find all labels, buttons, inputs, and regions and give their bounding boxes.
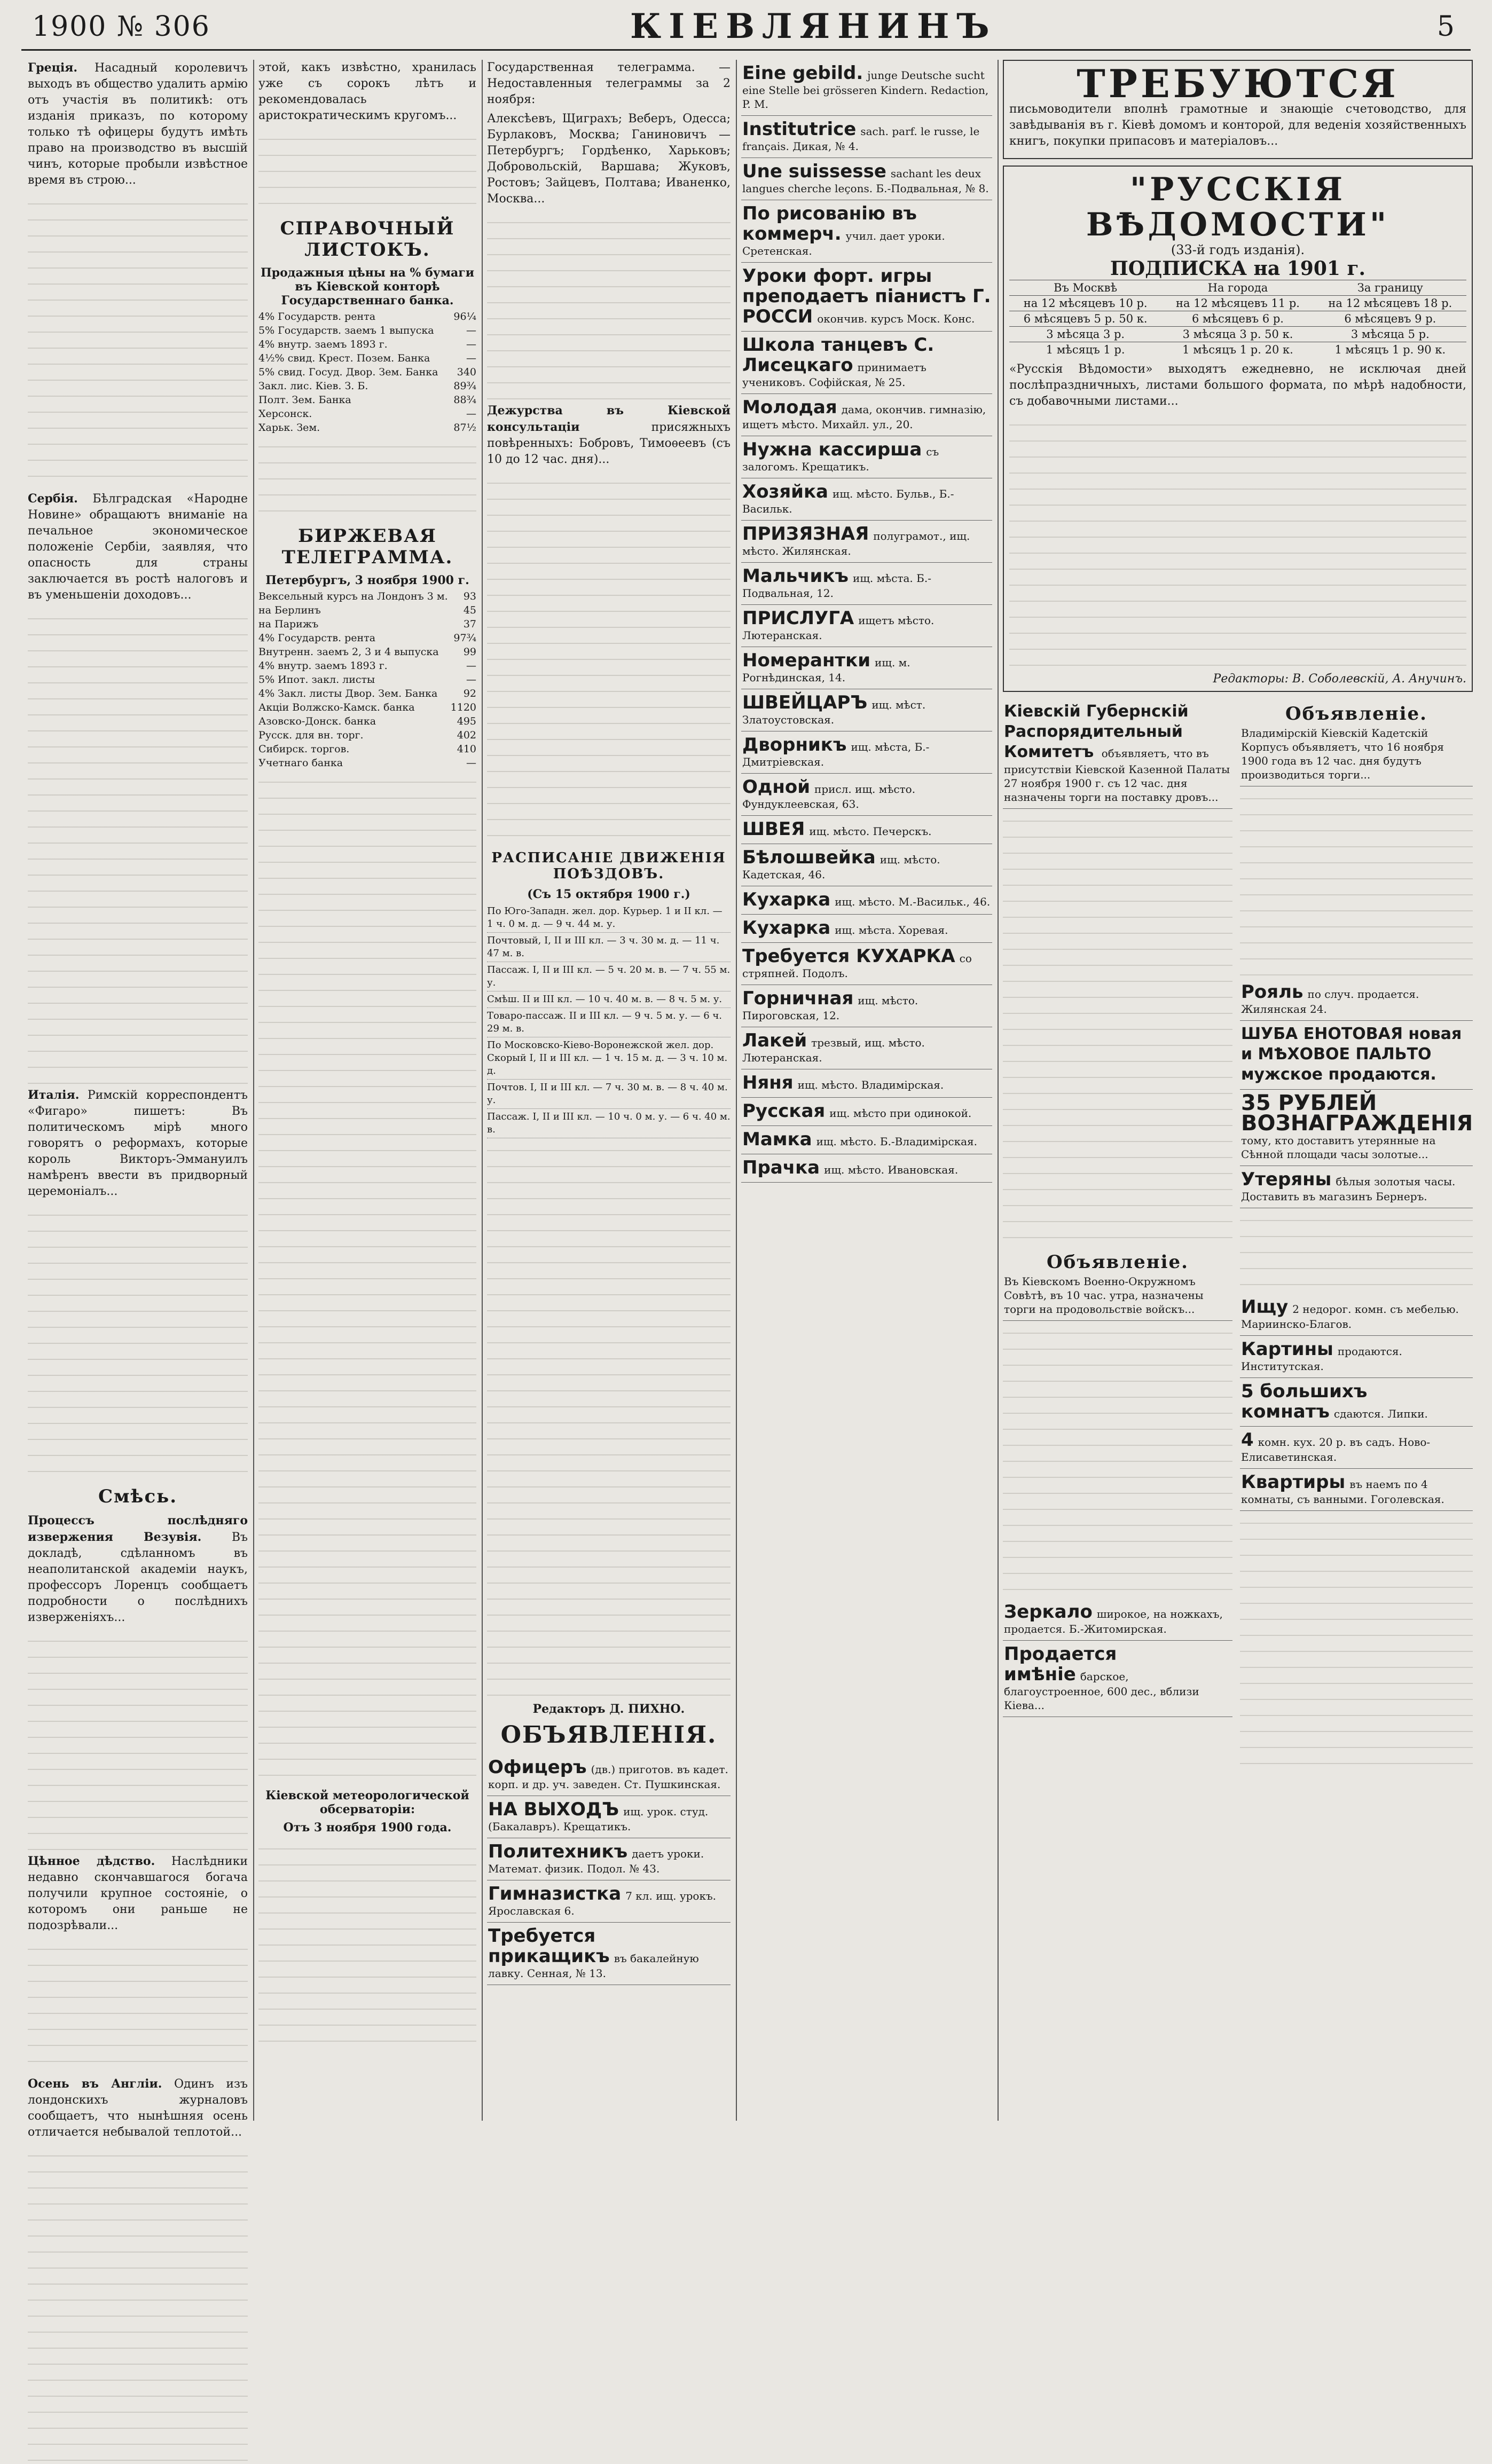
smes-item: Процессъ послѣдняго извержения Везувія. Въ докладѣ, сдѣланномъ въ неаполитанской академіи наукъ, профессоръ Лоренцъ сообщаетъ подробности о послѣднихъ изверженіяхъ... <box>28 1514 248 1624</box>
ad-item: Номерантки ищ. м. Рогнѣдинская, 14. <box>741 647 992 689</box>
ad-item: Картины продаются. Институтская. <box>1240 1336 1473 1378</box>
text-body <box>28 1629 248 1853</box>
table-row: Русск. для вн. торг. 402 <box>258 729 476 741</box>
ad-item: Требуется прикащикъ въ бакалейную лавку. Сенная, № 13. <box>487 1923 731 1985</box>
table-row: на Берлинъ 45 <box>258 604 476 616</box>
text-body <box>28 2144 248 2464</box>
column-3 <box>487 60 731 2121</box>
ads-title: ОБЪЯВЛЕНІЯ. <box>500 1721 717 1749</box>
ad-item: Дворникъ ищ. мѣста, Б.-Дмитріевская. <box>741 731 992 774</box>
ad-item: НА ВЫХОДЪ ищ. урок. студ. (Бакалавръ). Крещатикъ. <box>487 1796 731 1838</box>
train-row: Почтовый, I, II и III кл. — 3 ч. 30 м. д. — 11 ч. 47 м. в. <box>487 933 731 962</box>
text-body <box>258 435 476 520</box>
smes-item: Цѣнное дѣдство. Наслѣдники недавно скончавшагося богача получили крупное состояніе, о которомъ они раньше не подозрѣвали... <box>28 1854 248 1932</box>
ad-item: Квартиры въ наемъ по 4 комнаты, съ ванными. Гоголевская. <box>1240 1469 1473 1511</box>
train-row: Пассаж. I, II и III кл. — 5 ч. 20 м. в. — 7 ч. 55 м. у. <box>487 962 731 991</box>
article-serbia: Сербія. Бѣлградская «Народне Новине» обращаютъ вниманіе на печальное экономическое положеніе Сербіи, заявляя, что опасность для страны заключается въ ростѣ налоговъ и въ уменьшеніи доходовъ... <box>28 492 248 602</box>
train-row: Почтов. I, II и III кл. — 7 ч. 30 м. в. — 8 ч. 40 м. у. <box>487 1080 731 1109</box>
ad-item: Кухарка ищ. мѣсто. М.-Васильк., 46. <box>741 886 992 915</box>
ad-item: Няня ищ. мѣсто. Владимірская. <box>741 1069 992 1098</box>
issue-number: 1900 № 306 <box>32 11 210 43</box>
ad-item: ШВЕЯ ищ. мѣсто. Печерскъ. <box>741 816 992 844</box>
telegram-body: Алексѣевъ, Щиграхъ; Веберъ, Одесса; Бурлаковъ, Москва; Ганиновичъ — Петербургъ; Гордѣенко, Харьковъ; Добровольскій, Варшава; Жуковъ, Ростовъ; Зайцевъ, Полтава; Иваненко, Москва... <box>487 112 731 206</box>
train-row: Пассаж. I, II и III кл. — 10 ч. 0 м. у. — 6 ч. 40 м. в. <box>487 1109 731 1138</box>
table-row: 5% свид. Госуд. Двор. Зем. Банка 340 <box>258 366 476 378</box>
ad-item: Прачка ищ. мѣсто. Ивановская. <box>741 1154 992 1183</box>
ad-item: Хозяйка ищ. мѣсто. Бульв., Б.-Васильк. <box>741 478 992 521</box>
text-body <box>28 607 248 1087</box>
column-rule <box>998 60 999 2121</box>
military-council-ad: Объявленіе. Въ Кіевскомъ Военно-Окружномъ Совѣтѣ, въ 10 час. утра, назначены торги на продовольствіе войскъ... <box>1003 1247 1232 1321</box>
ad-item: Eine gebild. junge Deutsche sucht eine Stelle bei grösseren Kindern. Redaction, P. M. <box>741 60 992 116</box>
table-row: Азовско-Донск. банка 495 <box>258 715 476 727</box>
subscription-table: Въ Москвѣ На города За границу на 12 мѣсяцевъ 10 р. на 12 мѣсяцевъ 11 р. на 12 мѣсяцевъ 18 р. 6 мѣсяцевъ 5 р. 50 к. 6 мѣсяцевъ 6 р. 6 мѣсяцевъ 9 р. 3 мѣсяца 3 р. 3 мѣсяца 3 р. 50 к. 3 мѣсяца 5 р. 1 мѣсяцъ 1 р. 1 мѣсяцъ 1 р. 20 к. 1 мѣсяцъ 1 р. 90 к. <box>1009 280 1466 357</box>
table-row: на 12 мѣсяцевъ 10 р. на 12 мѣсяцевъ 11 р. на 12 мѣсяцевъ 18 р. <box>1009 296 1466 311</box>
table-row: Акціи Волжско-Камск. банка 1120 <box>258 702 476 713</box>
meteo-title: Кіевской метеорологической обсерваторіи: <box>265 1789 469 1816</box>
ad-item: Ищу 2 недорог. комн. съ мебелью. Мариинско-Благов. <box>1240 1294 1473 1336</box>
securities-table <box>258 310 476 435</box>
ad-item: Русская ищ. мѣсто при одинокой. <box>741 1098 992 1126</box>
ad-item: Требуется КУХАРКА со стряпней. Подолъ. <box>741 943 992 985</box>
ad-item: Политехникъ даетъ уроки. Математ. физик. Подол. № 43. <box>487 1838 731 1880</box>
text-body <box>1240 1208 1473 1294</box>
column-rule <box>253 60 254 2121</box>
ad-item: Зеркало широкое, на ножкахъ, продается. Б.-Житомирская. <box>1003 1599 1232 1641</box>
consultation-notice: Дежурства въ Кіевской консультаціи присяжныхъ повѣренныхъ: Бобровъ, Тимоѳеевъ (съ 10 до 12 час. дня)... <box>487 404 731 466</box>
train-row: Товаро-пассаж. II и III кл. — 9 ч. 5 м. у. — 6 ч. 29 м. в. <box>487 1008 731 1037</box>
table-row: Вексельный курсъ на Лондонъ 3 м. 93 <box>258 591 476 602</box>
ad-item: Кухарка ищ. мѣста. Хоревая. <box>741 915 992 943</box>
train-row: Смѣш. II и III кл. — 10 ч. 40 м. в. — 8 ч. 5 м. у. <box>487 991 731 1008</box>
smes-item: Осень въ Англіи. Одинъ изъ лондонскихъ журналовъ сообщаетъ, что нынѣшняя осень отличается небывалой теплотой... <box>28 2077 248 2139</box>
header-rule <box>21 49 1471 51</box>
column-2 <box>258 60 476 2121</box>
lower-left-ads <box>1003 698 1232 1778</box>
table-row: 5% Государств. заемъ 1 выпуска — <box>258 325 476 336</box>
table-row: Закл. лис. Кіев. З. Б. 89¾ <box>258 380 476 392</box>
text-body <box>28 1203 248 1481</box>
section-title-smes: Смѣсь. <box>98 1486 178 1507</box>
telegram-intro: Государственная телеграмма. — Недоставленныя телеграммы за 2 ноября: <box>487 61 731 106</box>
ad-item: Утеряны бѣлыя золотыя часы. Доставить въ магазинъ Бернеръ. <box>1240 1166 1473 1208</box>
exchange-subtitle: Петербургъ, 3 ноября 1900 г. <box>265 573 469 587</box>
column-rule <box>482 60 483 2121</box>
text-body <box>1003 1321 1232 1599</box>
table-row: Херсонск. — <box>258 408 476 420</box>
ad-item: Рояль по случ. продается. Жилянская 24. <box>1240 979 1473 1021</box>
ad-item: Офицеръ (дв.) приготов. въ кадет. корп. и др. уч. заведен. Ст. Пушкинская. <box>487 1754 731 1796</box>
article-italy: Италія. Римскій корреспондентъ «Фигаро» пишетъ: Въ политическомъ мірѣ много говорятъ о реформахъ, которые король Викторъ-Эммануилъ намѣренъ ввести въ придворный церемоніалъ... <box>28 1088 248 1198</box>
table-row: 4% внутр. заемъ 1893 г. — <box>258 338 476 350</box>
masthead-title: КІЕВЛЯНИНЪ <box>630 6 997 46</box>
exchange-title: БИРЖЕВАЯ ТЕЛЕГРАММА. <box>281 525 453 568</box>
reward-ad: 35 РУБЛЕЙ ВОЗНАГРАЖДЕНІЯ тому, кто доставитъ утерянные на Сѣнной площади часы золотые... <box>1240 1090 1473 1166</box>
lower-right-ads <box>1240 698 1473 1778</box>
ad-item: Лакей трезвый, ищ. мѣсто. Лютеранская. <box>741 1027 992 1069</box>
reference-title: СПРАВОЧНЫЙ ЛИСТОКЪ. <box>280 218 455 261</box>
schedule-body <box>487 1138 731 1699</box>
cadet-corps-ad: Объявленіе. Владимірскій Кіевскій Кадетскій Корпусъ объявляетъ, что 16 ноября 1900 года въ 12 час. дня будутъ производиться торги... <box>1240 698 1473 786</box>
table-row: Сибирск. торгов. 410 <box>258 743 476 755</box>
editors-signature: Редакторы: В. Соболевскій, А. Анучинъ. <box>1213 672 1466 686</box>
ad-item: ПРИСЛУГА ищетъ мѣсто. Лютеранская. <box>741 605 992 647</box>
ad-item: Institutrice sach. parf. le russe, le français. Дикая, № 4. <box>741 116 992 158</box>
text-body <box>258 127 476 212</box>
ad-item: Уроки форт. игры преподаетъ піанистъ Г. РОССИ окончив. курсъ Моск. Конс. <box>741 263 992 332</box>
table-row: 4% внутр. заемъ 1893 г. — <box>258 660 476 672</box>
column-1 <box>28 60 248 2139</box>
text-body <box>1009 413 1466 669</box>
exchange-table <box>258 589 476 770</box>
ad-item: 4 комн. кух. 20 р. въ садъ. Ново-Елисаветинская. <box>1240 1427 1473 1469</box>
text-body <box>487 210 731 403</box>
table-row: 4% Государств. рента 96¼ <box>258 311 476 322</box>
column-4 <box>741 60 992 2121</box>
train-schedule <box>487 903 731 1138</box>
russkie-vedomosti-ad: "РУССКІЯ ВѢДОМОСТИ" (33-й годъ изданія). ПОДПИСКА на 1901 г. Въ Москвѣ На города За границу на 12 мѣсяцевъ 10 р. на 12 мѣсяцевъ 11 р. на 12 мѣсяцевъ 18 р. 6 мѣсяцевъ 5 р. 50 к. 6 мѣсяцевъ 6 р. 6 мѣсяцевъ 9 р. 3 мѣсяца 3 р. 3 мѣсяца 3 р. 50 к. 3 мѣсяца 5 р. 1 мѣсяцъ 1 р. 1 мѣсяцъ 1 р. 20 к. 1 мѣсяцъ 1 р. 90 к. «Русскія Вѣдомости» выходятъ ежедневно, не исключая дней послѣпраздничныхъ, листами большого формата, по мѣрѣ надобности, съ добавочными листами... Редакторы: В. Соболевскій, А. Анучинъ. <box>1003 166 1473 692</box>
train-schedule-title: РАСПИСАНІЕ ДВИЖЕНІЯ ПОѢЗДОВЪ. <box>491 850 726 882</box>
meteo-subtitle: Отъ 3 ноября 1900 года. <box>283 1821 452 1835</box>
table-row: Полт. Зем. Банка 88¾ <box>258 394 476 406</box>
ad-item: Горничная ищ. мѣсто. Пироговская, 12. <box>741 985 992 1027</box>
wanted-ad: ТРЕБУЮТСЯ письмоводители вполнѣ грамотные и знающіе счетоводство, для завѣдыванія въ г. Кіевѣ домомъ и конторой, для веденія хозяйственныхъ книгъ, покупки припасовъ и матеріаловъ... <box>1003 60 1473 159</box>
text-body <box>28 192 248 491</box>
column-5 <box>1003 60 1473 2121</box>
ad-item: Мальчикъ ищ. мѣста. Б.-Подвальная, 12. <box>741 563 992 605</box>
table-row: Внутренн. заемъ 2, 3 и 4 выпуска 99 <box>258 646 476 658</box>
table-row: 5% Ипот. закл. листы — <box>258 674 476 686</box>
column-rule <box>736 60 737 2121</box>
text-body <box>28 1937 248 2076</box>
lower-ads <box>1003 698 1473 1778</box>
ad-item: По рисованію въ коммерч. учил. дает уроки. Сретенская. <box>741 200 992 263</box>
ad-item: ШВЕЙЦАРЪ ищ. мѣст. Златоустовская. <box>741 689 992 731</box>
text-body <box>1003 809 1232 1247</box>
table-row: на Парижъ 37 <box>258 618 476 630</box>
text-body <box>1240 1511 1473 1778</box>
ad-item: Бѣлошвейка ищ. мѣсто. Кадетская, 46. <box>741 844 992 886</box>
ad-item: Мамка ищ. мѣсто. Б.-Владимірская. <box>741 1126 992 1154</box>
table-body <box>258 770 476 1784</box>
ad-item: Нужна кассирша съ залогомъ. Крещатикъ. <box>741 436 992 478</box>
train-row: По Московско-Кіево-Воронежской жел. дор. Скорый I, II и III кл. — 1 ч. 15 м. д. — 3 ч. 10 м. д. <box>487 1037 731 1080</box>
table-row: 4% Государств. рента 97¾ <box>258 632 476 644</box>
ad-item: Одной присл. ищ. мѣсто. Фундуклеевская, 63. <box>741 774 992 816</box>
gubernia-committee-ad: Кіевскій Губернскій Распорядительный Комитетъ объявляетъ, что въ присутствіи Кіевской Казенной Палаты 27 ноября 1900 г. съ 12 час. дня назначены торги на поставку дровъ... <box>1003 698 1232 809</box>
article-greece: Греція. Насадный королевичъ выходъ въ общество удалить армію отъ участія въ политикѣ: отъ изданія приказъ, по которому только тѣ офицеры будутъ имѣть право на производство въ высшій чинъ, которые пробыли извѣстное время въ строю... <box>28 61 248 187</box>
table-row: 4½% свид. Крест. Позем. Банка — <box>258 352 476 364</box>
ad-item: Школа танцевъ С. Лисецкаго принимаетъ учениковъ. Софійская, № 25. <box>741 332 992 394</box>
table-row: 4% Закл. листы Двор. Зем. Банка 92 <box>258 688 476 699</box>
reference-subtitle: Продажныя цѣны на % бумаги въ Кіевской конторѣ Государственнаго банка. <box>260 266 475 308</box>
table-row: 6 мѣсяцевъ 5 р. 50 к. 6 мѣсяцевъ 6 р. 6 мѣсяцевъ 9 р. <box>1009 311 1466 327</box>
table-row: 1 мѣсяцъ 1 р. 1 мѣсяцъ 1 р. 20 к. 1 мѣсяцъ 1 р. 90 к. <box>1009 342 1466 358</box>
ad-item: Гимназистка 7 кл. ищ. урокъ. Ярославская 6. <box>487 1880 731 1923</box>
table-row: 3 мѣсяца 3 р. 3 мѣсяца 3 р. 50 к. 3 мѣсяца 5 р. <box>1009 327 1466 342</box>
ad-item: 5 большихъ комнатъ сдаются. Липки. <box>1240 1378 1473 1427</box>
ad-item: Молодая дама, окончив. гимназію, ищетъ мѣсто. Михайл. ул., 20. <box>741 394 992 436</box>
intro-text: этой, какъ извѣстно, хранилась уже съ сорокъ лѣтъ и рекомендовалась аристократическимъ кругомъ... <box>258 61 476 122</box>
editor-signature: Редакторъ Д. ПИХНО. <box>532 1702 685 1716</box>
table-row: Харьк. Зем. 87½ <box>258 422 476 434</box>
ad-item: Продается имѣніе барское, благоустроенное, 600 дес., вблизи Кіева... <box>1003 1641 1232 1717</box>
text-body <box>487 471 731 845</box>
fur-coat-ad: ШУБА ЕНОТОВАЯ новая и МѢХОВОЕ ПАЛЬТО мужское продаются. <box>1240 1021 1473 1090</box>
ad-item: ПРИЗЯЗНАЯ полуграмот., ищ. мѣсто. Жилянская. <box>741 521 992 563</box>
ad-item: Une suissesse sachant les deux langues cherche leçons. Б.-Подвальная, № 8. <box>741 158 992 200</box>
meteo-table <box>258 1837 476 2050</box>
train-row: По Юго-Западн. жел. дор. Курьер. 1 и II кл. — 1 ч. 0 м. д. — 9 ч. 44 м. у. <box>487 903 731 933</box>
table-row: Учетнаго банка — <box>258 757 476 769</box>
text-body <box>1240 786 1473 979</box>
train-schedule-subtitle: (Съ 15 октября 1900 г.) <box>527 887 690 901</box>
page-number: 5 <box>1436 11 1455 43</box>
